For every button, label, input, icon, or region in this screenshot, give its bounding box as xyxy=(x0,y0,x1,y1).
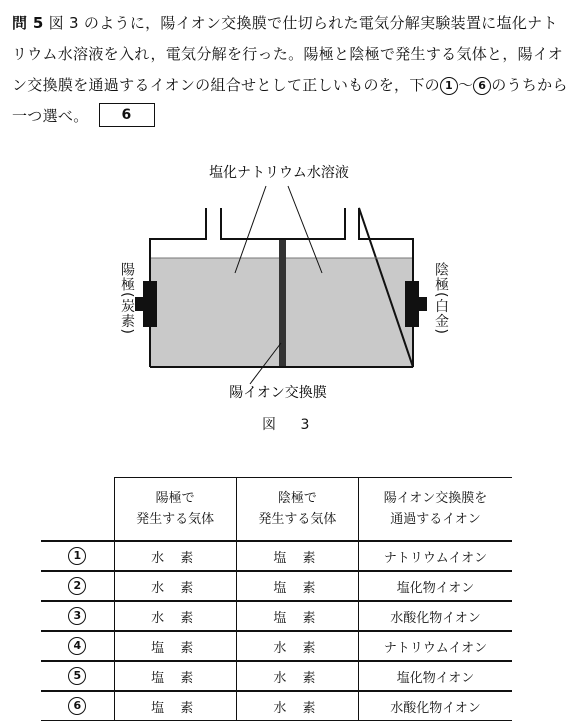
choice-number-cell xyxy=(41,572,114,601)
header-anode-gas xyxy=(114,478,236,541)
table-header-row xyxy=(41,478,512,541)
header-cathode-line1: 陰極で xyxy=(277,491,317,506)
choice-number: 6 xyxy=(68,697,86,715)
choice-number-cell xyxy=(41,542,114,571)
table-row xyxy=(41,692,512,721)
solution-label: 塩化ナトリウム水溶液 xyxy=(209,165,349,181)
anode-gas-cell: 塩 素 xyxy=(114,632,236,661)
header-cathode-line2: 発生する気体 xyxy=(258,512,337,527)
choice-number-cell xyxy=(41,602,114,631)
header-membrane-ion xyxy=(359,478,512,541)
choice-number-cell xyxy=(41,632,114,661)
header-cathode-gas xyxy=(236,478,358,541)
range-end-number: 6 xyxy=(473,77,491,95)
ion-cell: ナトリウムイオン xyxy=(359,542,512,571)
choice-number: 2 xyxy=(68,577,86,595)
ion-cell: 塩化物イオン xyxy=(359,662,512,691)
ion-cell: ナトリウムイオン xyxy=(359,632,512,661)
choice-number-cell xyxy=(41,662,114,691)
table-row xyxy=(41,602,512,631)
header-ion-line1: 陽イオン交換膜を xyxy=(383,491,488,506)
choice-number: 3 xyxy=(68,607,86,625)
ion-exchange-membrane xyxy=(279,240,286,366)
table-row xyxy=(41,632,512,661)
question-label: 問 5 xyxy=(12,14,44,32)
ion-cell: 塩化物イオン xyxy=(359,572,512,601)
cathode-gas-cell: 水 素 xyxy=(236,692,358,721)
table-row xyxy=(41,542,512,571)
anode-gas-cell: 水 素 xyxy=(114,542,236,571)
figure-caption: 図 3 xyxy=(262,417,320,433)
anode-label: 陽極(炭素) xyxy=(119,262,135,335)
header-ion-line2: 通過するイオン xyxy=(390,512,481,527)
header-anode-line2: 発生する気体 xyxy=(136,512,215,527)
ion-cell: 水酸化物イオン xyxy=(359,602,512,631)
choice-number: 5 xyxy=(68,667,86,685)
question-instruction: のうちから一つ選べ。 xyxy=(12,76,568,125)
choice-number: 4 xyxy=(68,637,86,655)
question-text: 図 3 のように，陽イオン交換膜で仕切られた電気分解実験装置に塩化ナトリウム水溶液を入れ，電気分解を行った。陽極と陰極で発生する気体と，陽イオン交換膜を通過するイオンの組合せとして正しいものを，下の xyxy=(12,14,564,94)
anode-gas-cell: 水 素 xyxy=(114,602,236,631)
table-row xyxy=(41,662,512,691)
choice-number: 1 xyxy=(68,547,86,565)
range-start-number: 1 xyxy=(440,77,458,95)
membrane-label: 陽イオン交換膜 xyxy=(229,385,327,401)
cathode-label: 陰極(白金) xyxy=(433,262,449,335)
cathode-gas-cell: 塩 素 xyxy=(236,542,358,571)
anode-gas-cell: 塩 素 xyxy=(114,662,236,691)
cathode-gas-cell: 水 素 xyxy=(236,662,358,691)
anode-gas-cell: 塩 素 xyxy=(114,692,236,721)
cathode-gas-cell: 塩 素 xyxy=(236,572,358,601)
cathode-connector xyxy=(419,297,427,311)
table-row xyxy=(41,572,512,601)
anode-gas-cell: 水 素 xyxy=(114,572,236,601)
cathode-gas-cell: 塩 素 xyxy=(236,602,358,631)
header-blank-cell xyxy=(41,478,114,541)
cathode-electrode xyxy=(405,281,419,327)
choice-number-cell xyxy=(41,692,114,721)
ion-cell: 水酸化物イオン xyxy=(359,692,512,721)
range-separator: ～ xyxy=(457,76,474,94)
cathode-gas-cell: 水 素 xyxy=(236,632,358,661)
answer-choices-table xyxy=(41,477,512,721)
answer-box: 6 xyxy=(99,103,155,127)
anode-electrode xyxy=(143,281,157,327)
header-anode-line1: 陽極で xyxy=(155,491,195,506)
